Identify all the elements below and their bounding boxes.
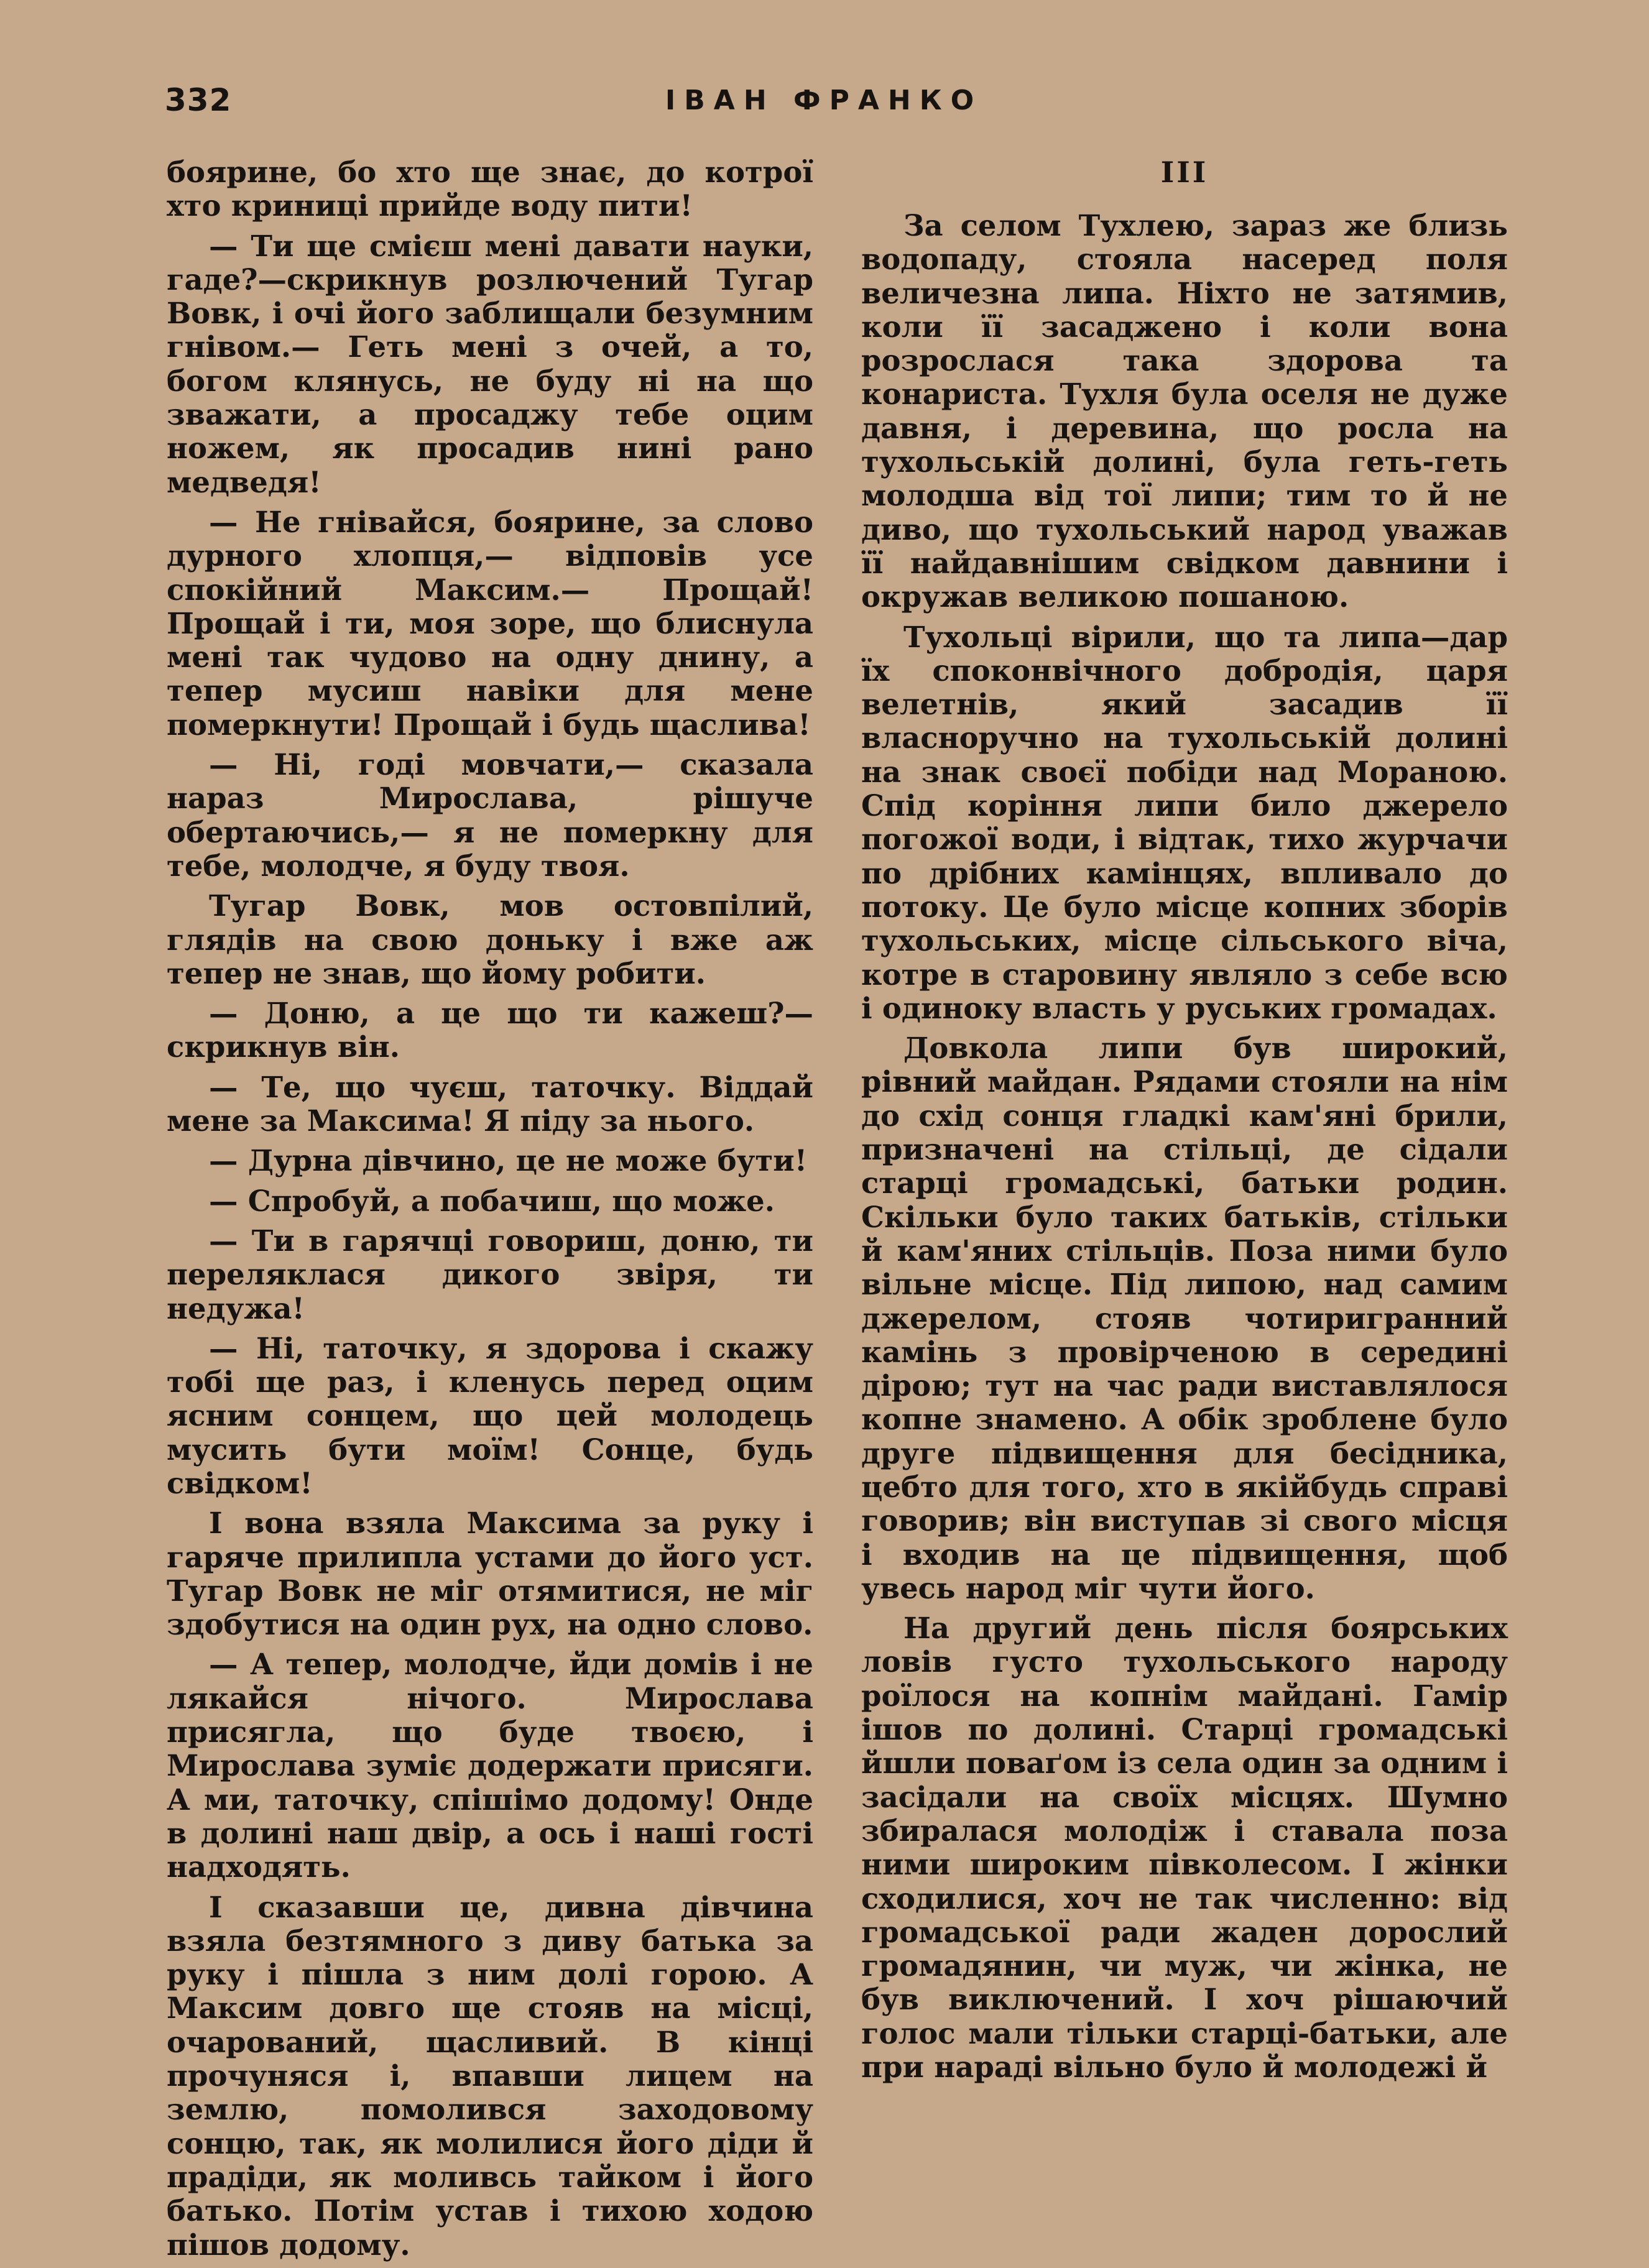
paragraph: боярине, бо хто ще знає, до котрої хто криниці прийде воду пити! [167, 155, 813, 223]
paragraph: За селом Тухлею, зараз же близь водопаду, стояла насеред поля величезна липа. Ніхто не затямив, коли її засаджено і коли вона розрослася така здорова та конариста. Тухля була оселя не дуже давня, і деревина, що росла на тухольській долині, була геть-геть молодша від тої липи; тим то й не диво, що тухольський народ уважав її найдавнішим свідком давнини і окружав великою пошаною. [861, 208, 1508, 614]
paragraph: Тухольці вірили, що та липа—дар їх споконвічного добродія, царя велетнів, який засадив її власноручно на тухольській долині на знак своєї побіди над Мораною. Спід коріння липи било джерело погожої води, і відтак, тихо журчачи по дрібних камінцях, впливало до потоку. Це було місце копних зборів тухольських, місце сільського віча, котре в старовину являло з себе всю і одиноку власть у руських громадах. [861, 619, 1508, 1025]
paragraph: — Ти ще смієш мені давати науки, гаде?—скрикнув розлючений Тугар Вовк, і очі його заблищали безумним гнівом.— Геть мені з очей, а то, богом клянусь, не буду ні на що зважати, а просаджу тебе оцим ножем, як просадив нині рано медведя! [167, 228, 813, 499]
paragraph: — Доню, а це що ти кажеш?— скрикнув він. [167, 996, 813, 1064]
paragraph: — Спробуй, а побачиш, що може. [209, 1183, 775, 1218]
paragraph: — Дурна дівчино, це не може бути! [209, 1143, 808, 1178]
paragraph: — Ні, годі мовчати,— сказала нараз Мирослава, рішуче обертаючись,— я не померкну для тебе, молодче, я буду твоя. [167, 747, 813, 883]
paragraph: — Ти в гарячці говориш, доню, ти переляклася дикого звіря, ти недужа! [167, 1223, 813, 1325]
paragraph: Довкола липи був широкий, рівний майдан. Рядами стояли на нім до схід сонця гладкі кам'яні брили, призначені на стільці, де сідали старці громадські, батьки родин. Скільки було таких батьків, стільки й кам'яних стільців. Поза ними було вільне місце. Під липою, над самим джерелом, стояв чотиригранний камінь з провірченою в середині дірою; тут на час ради виставлялося копне знамено. А обік зроблене було друге підвищення для бесідника, цебто для того, хто в якійбудь справі говорив; він виступав зі свого місця і входив на це підвищення, щоб увесь народ міг чути його. [861, 1031, 1508, 1605]
paragraph: І сказавши це, дивна дівчина взяла безтямного з диву батька за руку і пішла з ним долі горою. А Максим довго ще стояв на місці, очарований, щасливий. В кінці прочуняся і, впавши лицем на землю, помолився заходовому сонцю, так, як молилися його діди й прадіди, як моливсь тайком і його батько. Потім устав і тихою ходою пішов додому. [167, 1889, 813, 2262]
paragraph: Тугар Вовк, мов остовпілий, глядів на свою доньку і вже аж тепер не знав, що йому робити. [167, 888, 813, 990]
section-heading: III [1160, 155, 1209, 189]
right-column [861, 155, 1508, 2090]
paragraph: — Не гнівайся, боярине, за слово дурного хлопця,— відповів усе спокійний Максим.— Прощай! Прощай і ти, моя зоре, що блиснула мені так чудово на одну днину, а тепер мусиш навіки для мене померкнути! Прощай і будь щаслива! [167, 504, 813, 742]
paragraph: І вона взяла Максима за руку і гаряче прилипла устами до його уст. Тугар Вовк не міг отямитися, не міг здобутися на один рух, на одно слово. [167, 1506, 813, 1642]
page-header [165, 82, 1483, 126]
left-column [167, 155, 813, 2268]
page-number: 332 [165, 82, 232, 118]
paragraph: На другий день після боярських ловів густо тухольського народу роїлося на копнім майдані. Гамір ішов по долині. Старці громадські йшли поваґом із села один за одним і засідали на своїх місцях. Шумно збиралася молодіж і ставала поза ними широким півколесом. І жінки сходилися, хоч не так численно: від громадської ради жаден дорослий громадянин, чи муж, чи жінка, не був виключений. І хоч рішаючий голос мали тільки старці-батьки, але при нараді вільно було й молодежі й [861, 1611, 1508, 2085]
paragraph: — А тепер, молодче, йди домів і не лякайся нічого. Мирослава присягла, що буде твоєю, і Мирослава зуміє додержати присяги. А ми, таточку, спішімо додому! Онде в долині наш двір, а ось і наші гості надходять. [167, 1647, 813, 1884]
paragraph: — Те, що чуєш, таточку. Віддай мене за Максима! Я піду за нього. [167, 1069, 813, 1138]
paragraph: — Ні, таточку, я здорова і скажу тобі ще раз, і кленусь перед оцим ясним сонцем, що цей молодець мусить бути моїм! Сонце, будь свідком! [167, 1330, 813, 1500]
running-head: ІВАН ФРАНКО [665, 85, 983, 116]
